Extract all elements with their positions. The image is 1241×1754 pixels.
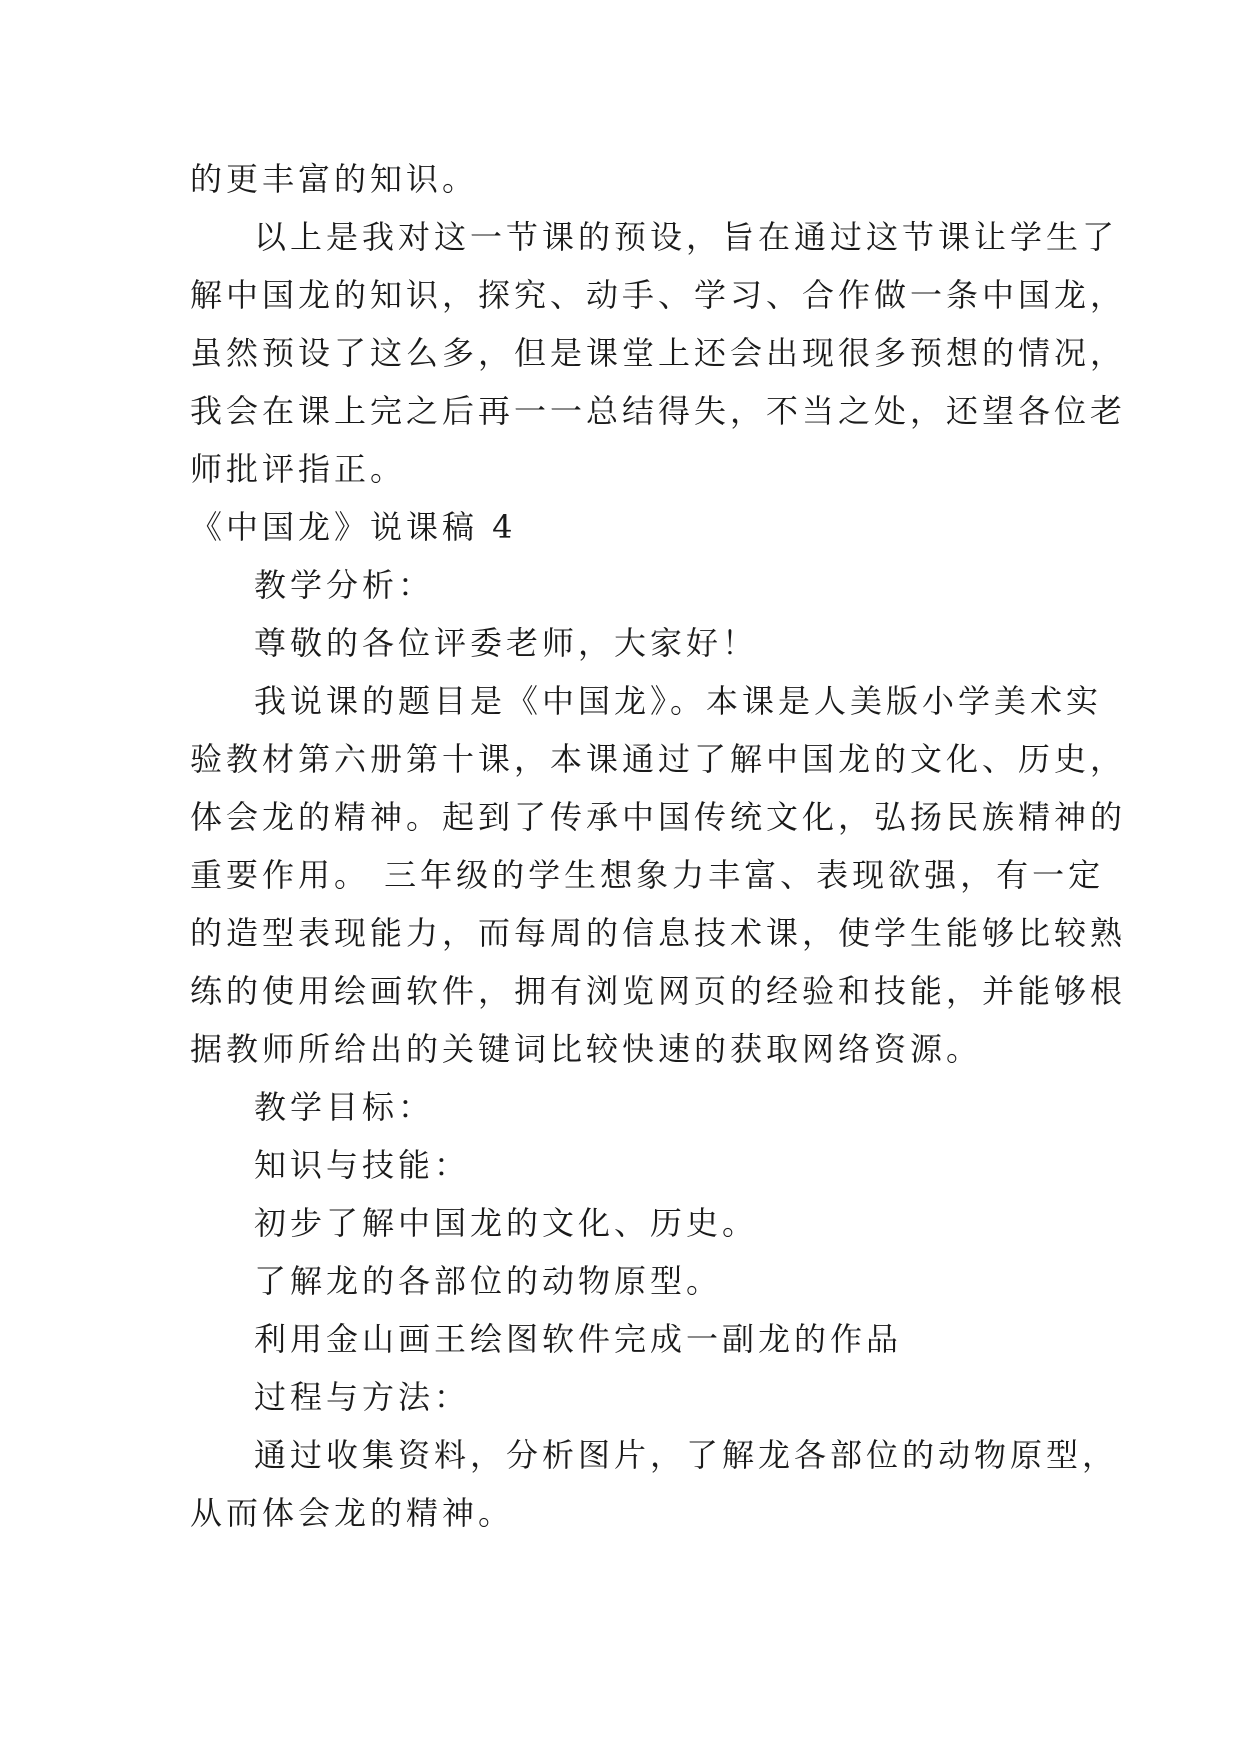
text-line: 虽然预设了这么多，但是课堂上还会出现很多预想的情况， [190, 334, 1127, 372]
text-line: 的更丰富的知识。 [190, 160, 479, 198]
text-line: 利用金山画王绘图软件完成一副龙的作品 [254, 1320, 903, 1358]
text-line: 以上是我对这一节课的预设，旨在通过这节课让学生了 [254, 218, 1119, 256]
text-line: 我说课的题目是《中国龙》。本课是人美版小学美术实 [254, 682, 1103, 720]
text-line: 的造型表现能力，而每周的信息技术课，使学生能够比较熟 [190, 914, 1127, 952]
text-line: 验教材第六册第十课，本课通过了解中国龙的文化、历史， [190, 740, 1127, 778]
document-body [190, 150, 1127, 1542]
subheading: 教学目标： [254, 1088, 435, 1126]
text-line: 体会龙的精神。起到了传承中国传统文化，弘扬民族精神的 [190, 798, 1127, 836]
text-line: 通过收集资料，分析图片，了解龙各部位的动物原型， [254, 1436, 1119, 1474]
text-line: 练的使用绘画软件，拥有浏览网页的经验和技能，并能够根 [190, 972, 1127, 1010]
text-line: 解中国龙的知识，探究、动手、学习、合作做一条中国龙， [190, 276, 1127, 314]
text-line: 据教师所给出的关键词比较快速的获取网络资源。 [190, 1030, 983, 1068]
text-line: 重要作用。 三年级的学生想象力丰富、表现欲强，有一定 [190, 856, 1105, 894]
subheading: 知识与技能： [254, 1146, 471, 1184]
text-line: 师批评指正。 [190, 450, 407, 488]
text-line: 从而体会龙的精神。 [190, 1494, 515, 1532]
text-line: 尊敬的各位评委老师，大家好！ [254, 624, 759, 662]
text-line: 初步了解中国龙的文化、历史。 [254, 1204, 759, 1242]
subheading: 过程与方法： [254, 1378, 471, 1416]
subheading: 教学分析： [254, 566, 435, 604]
section-heading: 《中国龙》说课稿 4 [190, 508, 517, 546]
text-line: 了解龙的各部位的动物原型。 [254, 1262, 723, 1300]
text-line: 我会在课上完之后再一一总结得失，不当之处，还望各位老 [190, 392, 1127, 430]
